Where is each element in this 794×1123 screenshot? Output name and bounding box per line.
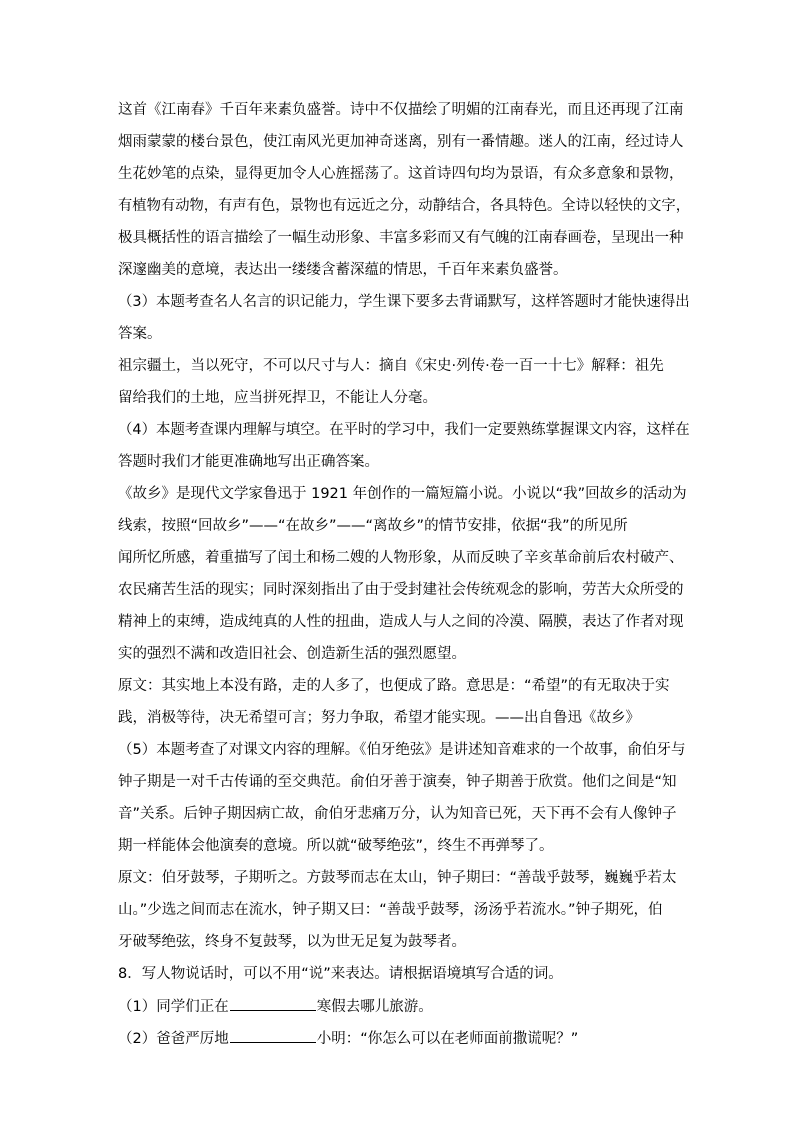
text-line: （3）本题考查名人名言的识记能力，学生课下要多去背诵默写，这样答题时才能快速得出 xyxy=(118,294,690,310)
text-line: 留给我们的土地，应当拼死捍卫，不能让人分毫。 xyxy=(118,390,437,406)
fill-item-prefix: （2）爸爸严厉地 xyxy=(118,1031,229,1047)
text-line: 原文：其实地上本没有路，走的人多了，也便成了路。意思是：“希望”的有无取决于实 xyxy=(118,678,670,694)
text-line: （4）本题考查课内理解与填空。在平时的学习中，我们一定要熟练掌握课文内容，这样在 xyxy=(118,422,690,438)
fill-item-suffix: 寒假去哪儿旅游。 xyxy=(316,999,433,1015)
text-line: 有植物有动物，有声有色，景物也有远近之分，动静结合，各具特色。全诗以轻快的文字， xyxy=(118,198,690,214)
text-line: 原文：伯牙鼓琴，子期听之。方鼓琴而志在太山，钟子期曰：“善哉乎鼓琴，巍巍乎若太 xyxy=(118,870,677,886)
text-line: 音”关系。后钟子期因病亡故，俞伯牙悲痛万分，认为知音已死，天下再不会有人像钟子 xyxy=(118,806,677,822)
text-line: 生花妙笔的点染，显得更加令人心旌摇荡了。这首诗四句均为景语，有众多意象和景物， xyxy=(118,166,684,182)
text-line: 牙破琴绝弦，终身不复鼓琴，以为世无足复为鼓琴者。 xyxy=(118,934,466,950)
answer-blank[interactable] xyxy=(230,996,316,1011)
text-line: 答题时我们才能更准确地写出正确答案。 xyxy=(118,454,379,470)
text-line: 闻所忆所感，着重描写了闰土和杨二嫂的人物形象，从而反映了辛亥革命前后农村破产、 xyxy=(118,550,684,566)
fill-item-prefix: （1）同学们正在 xyxy=(118,999,229,1015)
text-line: 精神上的束缚，造成纯真的人性的扭曲，造成人与人之间的冷漠、隔膜，表达了作者对现 xyxy=(118,614,684,630)
question-title: 8．写人物说话时，可以不用“说”来表达。请根据语境填写合适的词。 xyxy=(118,966,563,982)
text-line: 农民痛苦生活的现实；同时深刻指出了由于受封建社会传统观念的影响，劳苦大众所受的 xyxy=(118,582,684,598)
text-line: 山。”少选之间而志在流水，钟子期又曰：“善哉乎鼓琴，汤汤乎若流水。”钟子期死，伯 xyxy=(118,902,663,918)
fill-item xyxy=(118,1028,578,1049)
text-line: 践，消极等待，决无希望可言；努力争取，希望才能实现。——出自鲁迅《故乡》 xyxy=(118,710,640,726)
answer-blank[interactable] xyxy=(230,1028,316,1043)
text-line: 极具概括性的语言描绘了一幅生动形象、丰富多彩而又有气魄的江南春画卷，呈现出一种 xyxy=(118,230,684,246)
text-line: 祖宗疆土，当以死守，不可以尺寸与人：摘自《宋史·列传·卷一百一十七》解释：祖先 xyxy=(118,358,664,374)
text-line: 线索，按照“回故乡”——“在故乡”——“离故乡”的情节安排，依据“我”的所见所 xyxy=(118,518,628,534)
text-line: 期一样能体会他演奏的意境。所以就“破琴绝弦”，终生不再弹琴了。 xyxy=(118,838,554,854)
text-line: 这首《江南春》千百年来素负盛誉。诗中不仅描绘了明媚的江南春光，而且还再现了江南 xyxy=(118,102,684,118)
text-line: 烟雨蒙蒙的楼台景色，使江南风光更加神奇迷离，别有一番情趣。迷人的江南，经过诗人 xyxy=(118,134,684,150)
text-line: 实的强烈不满和改造旧社会、创造新生活的强烈愿望。 xyxy=(118,646,466,662)
fill-item-suffix: 小明：“你怎么可以在老师面前撒谎呢？” xyxy=(316,1031,579,1047)
text-line: 《故乡》是现代文学家鲁迅于 1921 年创作的一篇短篇小说。小说以“我”回故乡的活动为 xyxy=(118,486,687,502)
text-line: 答案。 xyxy=(118,326,162,342)
text-line: （5）本题考查了对课文内容的理解。《伯牙绝弦》是讲述知音难求的一个故事，俞伯牙与 xyxy=(118,742,686,758)
text-line: 深邃幽美的意境，表达出一缕缕含蓄深蕴的情思，千百年来素负盛誉。 xyxy=(118,262,568,278)
text-line: 钟子期是一对千古传诵的至交典范。俞伯牙善于演奏，钟子期善于欣赏。他们之间是“知 xyxy=(118,774,677,790)
fill-item xyxy=(118,996,433,1017)
